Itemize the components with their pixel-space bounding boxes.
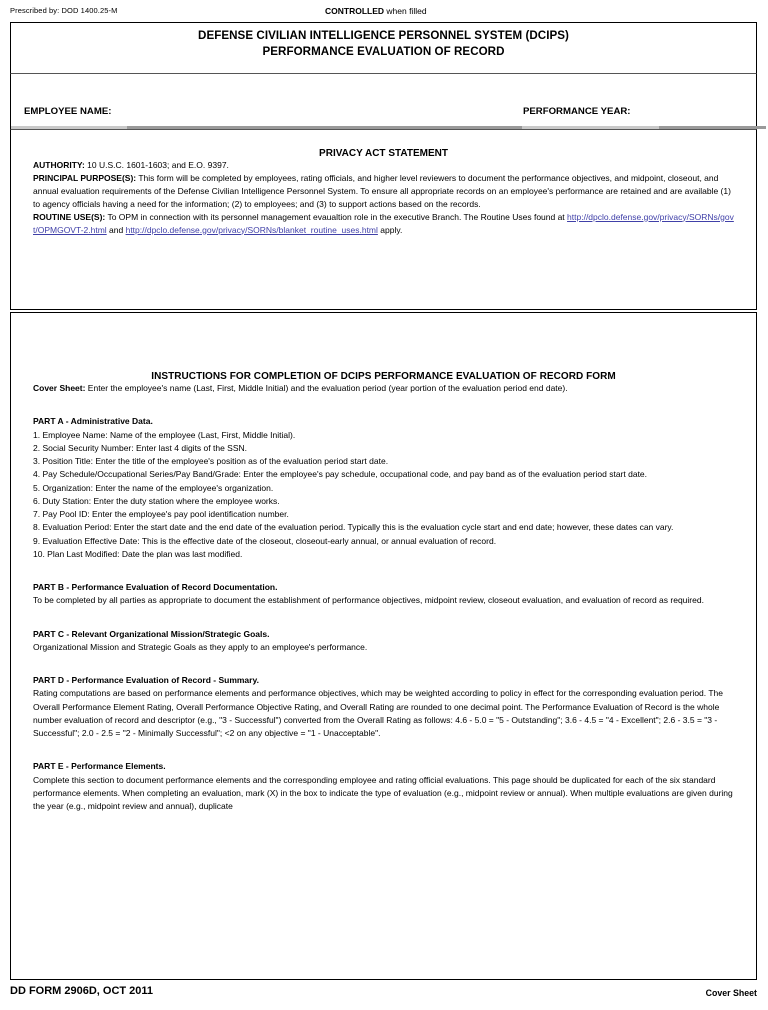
instructions-heading: INSTRUCTIONS FOR COMPLETION OF DCIPS PERFORMANCE EVALUATION OF RECORD FORM: [151, 371, 616, 382]
part-a-item-6: 6. Duty Station: Enter the duty station where the employee works.: [33, 495, 280, 506]
part-c-heading: PART C - Relevant Organizational Mission/Strategic Goals.: [33, 628, 270, 639]
cover-sheet-instruction: [33, 382, 736, 395]
form-title-box: [10, 22, 757, 74]
part-b-text: To be completed by all parties as appropriate to document the establishment of performance objectives, midpoint review, closeout evaluation, and evaluation of record as required.: [33, 595, 704, 606]
form-title-line-1: DEFENSE CIVILIAN INTELLIGENCE PERSONNEL SYSTEM (DCIPS): [198, 29, 569, 42]
privacy-act-statement-box: [10, 130, 757, 310]
cover-sheet-text: Enter the employee's name (Last, First, Middle Initial) and the evaluation period (year portion of the evaluation period end date).: [85, 383, 568, 393]
spacer-before-part-c: [33, 608, 736, 628]
part-a-item-8: 8. Evaluation Period: Enter the start date and the end date of the evaluation period. Typically this is the evaluation cycle start and end date; however, these dates can vary.: [33, 522, 674, 533]
top-header-bar: [0, 6, 768, 20]
controlled-marking: [325, 6, 427, 16]
privacy-authority-paragraph: [33, 159, 734, 172]
part-e-text: Complete this section to document performance elements and the corresponding employee and rating official evaluations. This page should be duplicated for each of the six standard performance elements. When completing an evaluation, mark (X) in the box to indicate the type of evaluation (e.g., midpoint review or annual). When multiple evaluations are given during the year (e.g., midpoint review and annual), duplicate: [33, 774, 733, 811]
employee-name-label-underline: [11, 126, 127, 129]
sorn-blanket-routine-uses-link[interactable]: http://dpclo.defense.gov/privacy/SORNs/blanket_routine_uses.html: [125, 224, 378, 235]
privacy-routine-label: ROUTINE USE(S):: [33, 211, 106, 222]
cover-sheet-label: Cover Sheet:: [33, 383, 86, 393]
part-a-item-5: 5. Organization: Enter the name of the employee's organization.: [33, 482, 274, 493]
privacy-authority-text: 10 U.S.C. 1601-1603; and E.O. 9397.: [84, 160, 229, 170]
privacy-authority-label: AUTHORITY:: [33, 160, 85, 170]
page-label: Cover Sheet: [705, 988, 757, 998]
part-b-heading: PART B - Performance Evaluation of Record Documentation.: [33, 582, 278, 592]
spacer-before-part-d: [33, 654, 736, 674]
privacy-routine-tail-text: apply.: [377, 224, 403, 235]
controlled-rest-text: when filled: [384, 6, 427, 16]
privacy-act-body: [11, 159, 756, 236]
privacy-routine-use-paragraph: [33, 211, 734, 237]
part-d-text: Rating computations are based on performance elements and performance objectives, which may be weighted according to policy in effect for the corresponding evaluation period. The Overall Performance Element Rating, Overall Performance Objective Rating, and Overall Rating are rounded to one decimal point. The Performance Evaluation of Record is the whole number evaluation of record and descriptor (e.g., "3 - Successful") converted from the Overall Rating as follows: 4.6 - 5.0 = "5 - Outstanding"; 3.6 - 4.5 = "4 - Excellent"; 2.6 - 3.5 = "3 - Successful"; 2.0 - 2.5 = "2 - Minimally Successful"; <2 on any objective = "1 - Unacceptable".: [33, 688, 724, 738]
performance-year-label: PERFORMANCE YEAR:: [523, 106, 631, 117]
controlled-bold-text: CONTROLLED: [325, 6, 385, 16]
part-a-item-10: 10. Plan Last Modified: Date the plan was last modified.: [33, 548, 243, 559]
part-e-heading: PART E - Performance Elements.: [33, 761, 166, 772]
part-d-heading: PART D - Performance Evaluation of Record - Summary.: [33, 675, 259, 685]
prescribed-by-text: Prescribed by: DOD 1400.25-M: [10, 6, 118, 15]
part-a-item-4: 4. Pay Schedule/Occupational Series/Pay Band/Grade: Enter the employee's pay schedule, occupational code, and pay band as of the evaluation period start date.: [33, 469, 648, 480]
part-a-item-1: 1. Employee Name: Name of the employee (Last, First, Middle Initial).: [33, 429, 296, 440]
part-a-item-3: 3. Position Title: Enter the title of the employee's position as of the evaluation period start date.: [33, 456, 389, 466]
part-a-item-2: 2. Social Security Number: Enter last 4 digits of the SSN.: [33, 442, 248, 453]
part-a-item-9: 9. Evaluation Effective Date: This is the effective date of the closeout, closeout-early annual, or annual evaluation of record.: [33, 535, 497, 546]
form-number-label: DD FORM 2906D, OCT 2011: [10, 985, 154, 997]
privacy-act-heading: PRIVACY ACT STATEMENT: [319, 148, 448, 159]
spacer-before-part-a: [33, 395, 736, 415]
instructions-box: [10, 312, 757, 980]
sorn-opmgovt-link[interactable]: http://dpclo.defense.gov/privacy/SORNs/govt/OPMGOVT-2.html: [33, 211, 734, 235]
performance-year-label-underline: [522, 126, 659, 129]
privacy-principal-text: This form will be completed by employees, rating officials, and higher level reviewers to document the performance objectives, and midpoint, closeout, and annual evaluation requirements of the Defense Civilian Intelligence Personnel System. To ensure all appropriate records on an employee's performance are retained and are available (1) to agency officials having a need for the information; (2) to employees; and (3) to support actions based on the records.: [33, 172, 731, 209]
performance-year-input[interactable]: [659, 126, 766, 129]
part-c-text: Organizational Mission and Strategic Goals as they apply to an employee's performance.: [33, 641, 368, 652]
privacy-principal-purpose-paragraph: [33, 172, 734, 211]
spacer-before-part-b: [33, 561, 736, 581]
employee-name-input[interactable]: [127, 126, 522, 129]
part-a-item-7: 7. Pay Pool ID: Enter the employee's pay pool identification number.: [33, 509, 289, 519]
part-a-heading: PART A - Administrative Data.: [33, 416, 153, 427]
privacy-routine-mid-text: and: [106, 224, 126, 235]
identification-row-box: [10, 74, 757, 130]
privacy-principal-label: PRINCIPAL PURPOSE(S):: [33, 172, 137, 183]
privacy-routine-text: To OPM in connection with its personnel management evaualtion role in the executive Branch. The Routine Uses found at: [105, 211, 568, 222]
spacer-before-part-e: [33, 740, 736, 760]
page-footer: [0, 985, 768, 1005]
employee-name-label: EMPLOYEE NAME:: [24, 106, 112, 117]
form-title-line-2: PERFORMANCE EVALUATION OF RECORD: [262, 45, 505, 58]
instructions-body: [11, 382, 756, 813]
